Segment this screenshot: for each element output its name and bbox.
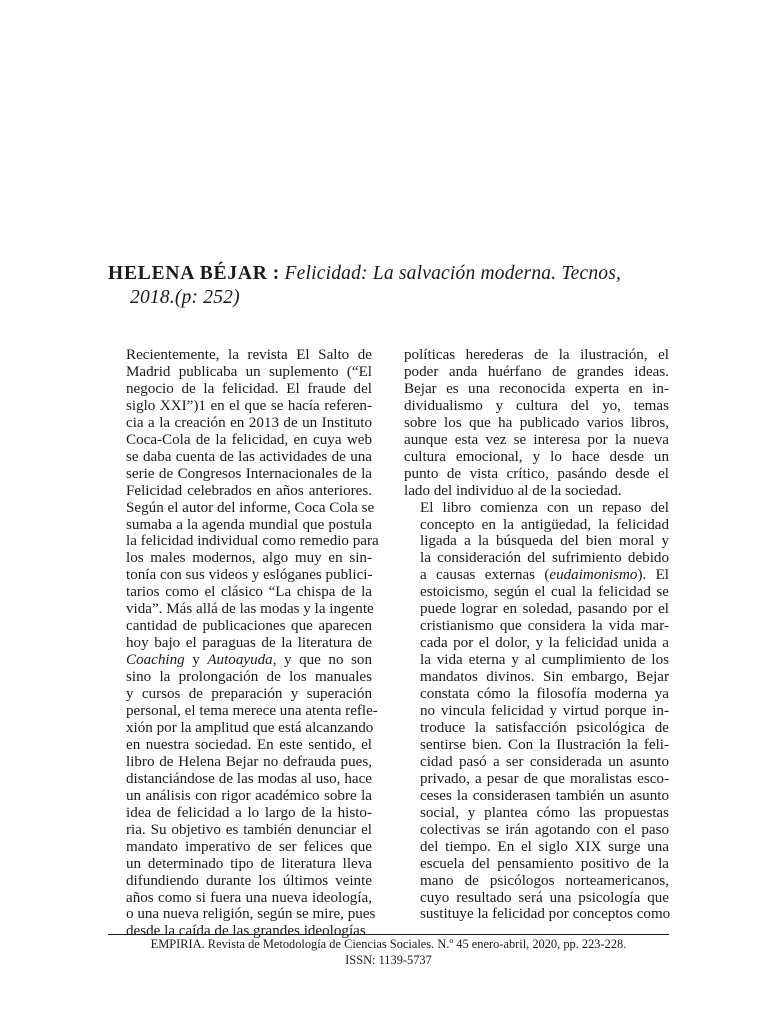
text-line: Coca-Cola de la felicidad, en cuya web [126,431,372,448]
text-line: a causas externas (eudaimonismo). El [420,567,669,584]
text-line: cultura emocional, y lo hace desde un [404,448,669,465]
text-line: desde la caída de las grandes ideologías [126,923,366,940]
paragraph [404,500,669,924]
text-line: y cursos de preparación y superación [126,686,372,703]
text-line: Según el autor del informe, Coca Cola se [126,499,375,516]
text-line: tarios como el clásico “La chispa de la [126,584,372,601]
text-line: concepto en la antigüedad, la felicidad [420,516,669,533]
text-line: serie de Congresos Internacionales de la [126,465,372,482]
text-line: Felicidad celebrados en años anteriores. [126,482,372,499]
text-line: años como si fuera una nueva ideología, [126,889,372,906]
text-line: estoicismo, según el cual la felicidad se [420,584,669,601]
text-line: difundiendo durante los últimos veinte [126,872,372,889]
text-line: dividualismo y cultura del yo, temas [404,397,669,414]
review-heading [108,262,668,310]
text-line: no vincula felicidad y virtud porque in- [420,703,669,720]
text-line: sustituye la felicidad por conceptos como [420,906,671,923]
text-line: un determinado tipo de literatura lleva [126,855,372,872]
text-line: libro de Helena Bejar no defrauda pues, [126,753,372,770]
text-line: la vida eterna y al cumplimiento de los [420,652,669,669]
text-line: Madrid publicaba un suplemento (“El [126,363,372,380]
text-line: ceses la considerasen también un asunto [420,787,669,804]
text-line: cantidad de publicaciones que aparecen [126,618,372,635]
text-line: ria. Su objetivo es también denunciar el [126,821,372,838]
text-line: puede lograr en soledad, pasando por el [420,601,669,618]
text-line: vida”. Más allá de las modas y la ingente [126,601,374,618]
text-line: los males modernos, algo muy en sin- [126,550,372,567]
text-line: escuela del pensamiento positivo de la [420,855,669,872]
text-line: tonía con sus videos y eslóganes publici- [126,567,373,584]
text-line: xión por la amplitud que está alcanzando [126,719,374,736]
book-title: Felicidad: La salvación moderna. Tecnos, [284,263,622,284]
text-line: cada por el dolor, y la felicidad unida a [420,635,669,652]
text-line: cia a la creación en 2013 de un Instituto [126,414,372,431]
text-line: sino la prolongación de los manuales [126,669,372,686]
text-line: mandato imperativo de ser felices que [126,838,372,855]
text-line: mandatos divinos. Sin embargo, Bejar [420,669,669,686]
text-line: distanciándose de las modas al uso, hace [126,770,372,787]
text-line: cuyo resultado será una psicología que [420,889,669,906]
text-line: personal, el tema merece una atenta refle- [126,703,378,720]
book-publication-info: 2018.(p: 252) [130,287,240,308]
paragraph [110,347,379,940]
text-line: la felicidad individual como remedio para [126,533,379,550]
text-line: sobre los que ha publicado varios libros, [404,414,669,431]
text-line: lado del individuo al de la sociedad. [404,482,622,499]
text-line: social, y plantea cómo las propuestas [420,804,669,821]
text-line: se daba cuenta de las actividades de una [126,448,372,465]
author-name: HELENA BÉJAR [108,263,268,284]
footer-divider [108,934,669,935]
text-line: cristianismo que considera la vida mar- [420,618,669,635]
text-line: Bejar es una reconocida experta en in- [404,380,669,397]
text-line: idea de felicidad a lo largo de la histo- [126,804,372,821]
text-line: mano de psicólogos norteamericanos, [420,872,669,889]
text-line: sumaba a la agenda mundial que postula [126,516,372,533]
text-line: un análisis con rigor académico sobre la [126,787,372,804]
text-line: privado, a pesar de que moralistas esco- [420,770,669,787]
text-line: del tiempo. En el siglo XIX surge una [420,838,669,855]
text-line: ligada a la búsqueda del bien moral y [420,533,669,550]
text-line: cidad pasó a ser considerada un asunto [420,753,669,770]
text-line: Coaching y Autoayuda, y que no son [126,652,372,669]
text-line: colectivas se irán agotando con el paso [420,821,669,838]
journal-issn: ISSN: 1139-5737 [345,952,432,967]
text-line: hoy bajo el paraguas de la literatura de [126,635,372,652]
text-line: Recientemente, la revista El Salto de [126,347,372,363]
text-line: constata cómo la filosofía moderna ya [420,686,669,703]
left-text-column [110,347,379,940]
heading-separator: : [267,263,285,284]
text-line: siglo XXI”)1 en el que se hacía referen- [126,397,372,414]
text-line: aunque esta vez se interesa por la nueva [404,431,669,448]
paragraph [404,347,669,500]
text-line: la consideración del sufrimiento debido [420,550,669,567]
text-line: troduce la satisfacción psicológica de [420,719,669,736]
text-line: punto de vista crítico, pasándo desde el [404,465,669,482]
text-line: o una nueva religión, según se mire, pues [126,906,376,923]
right-text-column [404,347,669,923]
text-line: poder anda huérfano de grandes ideas. [404,363,669,380]
journal-citation: EMPIRIA. Revista de Metodología de Ciencias Sociales. N.º 45 enero-abril, 2020, pp. 223-228. [150,937,627,951]
text-line: El libro comienza con un repaso del [420,499,669,516]
journal-footer [108,937,669,968]
text-line: políticas herederas de la ilustración, el [404,347,669,363]
text-line: sentirse bien. Con la Ilustración la feli- [420,736,669,753]
text-line: en nuestra sociedad. En este sentido, el [126,736,372,753]
text-line: negocio de la felicidad. El fraude del [126,380,372,397]
